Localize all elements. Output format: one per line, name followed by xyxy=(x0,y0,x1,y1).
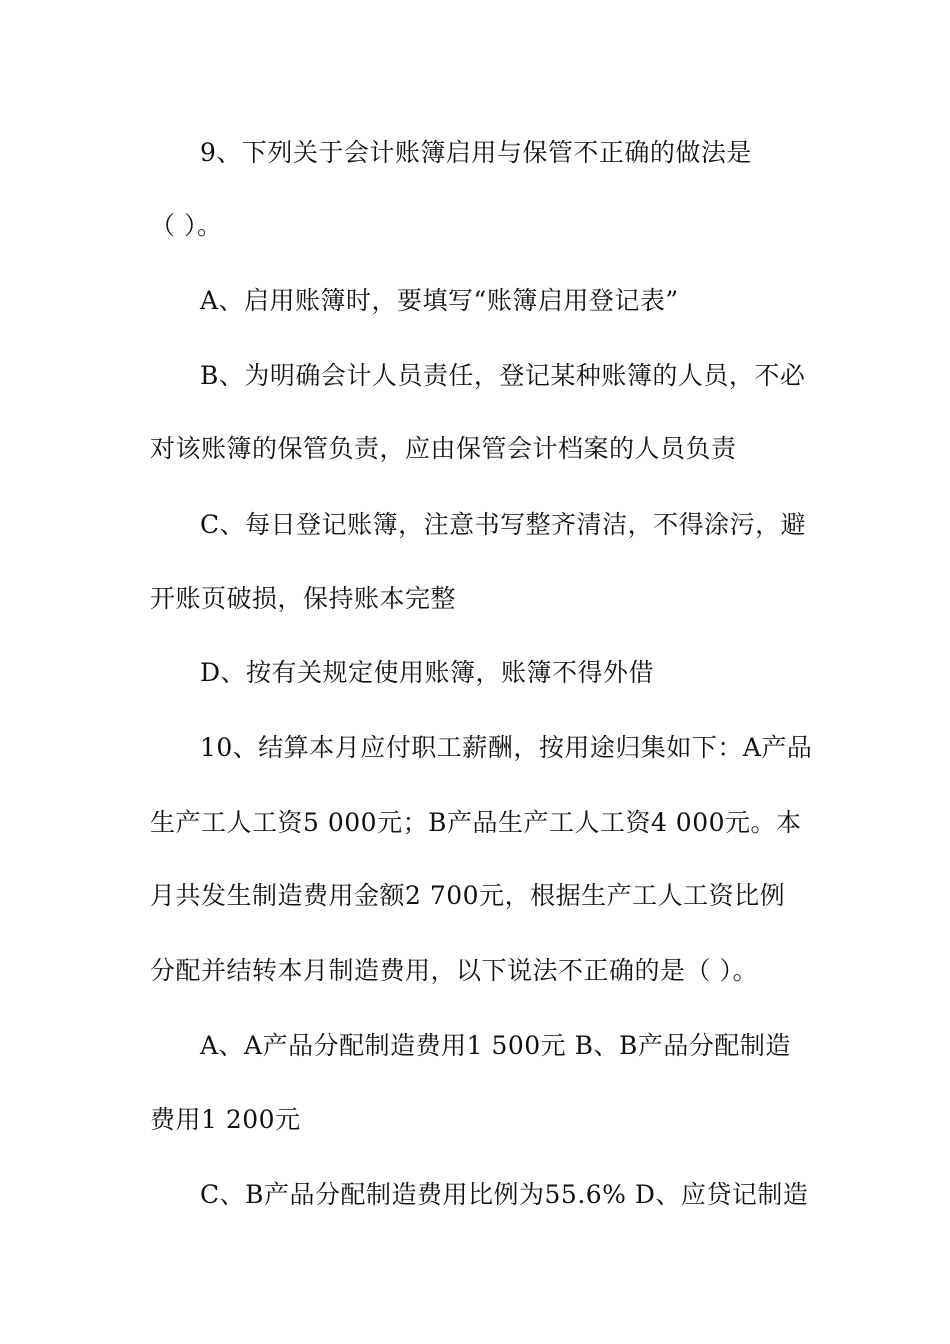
question-9-stem-line-2: （ ）。 xyxy=(150,211,223,240)
question-9-option-d: D、按有关规定使用账簿，账簿不得外借 xyxy=(200,658,655,687)
question-10-options-ab-line-1: A、A产品分配制造费用1 500元 B、B产品分配制造 xyxy=(200,1031,791,1060)
question-10-stem-line-2: 生产工人工资5 000元；B产品生产工人工资4 000元。本 xyxy=(150,808,802,837)
question-9-stem-line-1: 9、下列关于会计账簿启用与保管不正确的做法是 xyxy=(200,138,752,167)
question-10-options-ab-line-2: 费用1 200元 xyxy=(150,1105,301,1134)
question-9-option-c-line-1: C、每日登记账簿，注意书写整齐清洁，不得涂污，避 xyxy=(200,510,807,539)
question-10-stem-line-3: 月共发生制造费用金额2 700元，根据生产工人工资比例 xyxy=(150,881,786,910)
question-9-option-c-line-2: 开账页破损，保持账本完整 xyxy=(150,584,457,613)
question-9-option-b-line-1: B、为明确会计人员责任，登记某种账簿的人员，不必 xyxy=(200,361,806,390)
question-10-options-cd-line-1: C、B产品分配制造费用比例为55.6% D、应贷记制造 xyxy=(200,1180,809,1209)
question-9-option-b-line-2: 对该账簿的保管负责，应由保管会计档案的人员负责 xyxy=(150,434,737,463)
question-10-stem-line-1: 10、结算本月应付职工薪酬，按用途归集如下：A产品 xyxy=(200,733,813,762)
question-9-option-a: A、启用账簿时，要填写“账簿启用登记表” xyxy=(200,286,679,315)
question-10-stem-line-4: 分配并结转本月制造费用，以下说法不正确的是（ ）。 xyxy=(150,956,758,985)
